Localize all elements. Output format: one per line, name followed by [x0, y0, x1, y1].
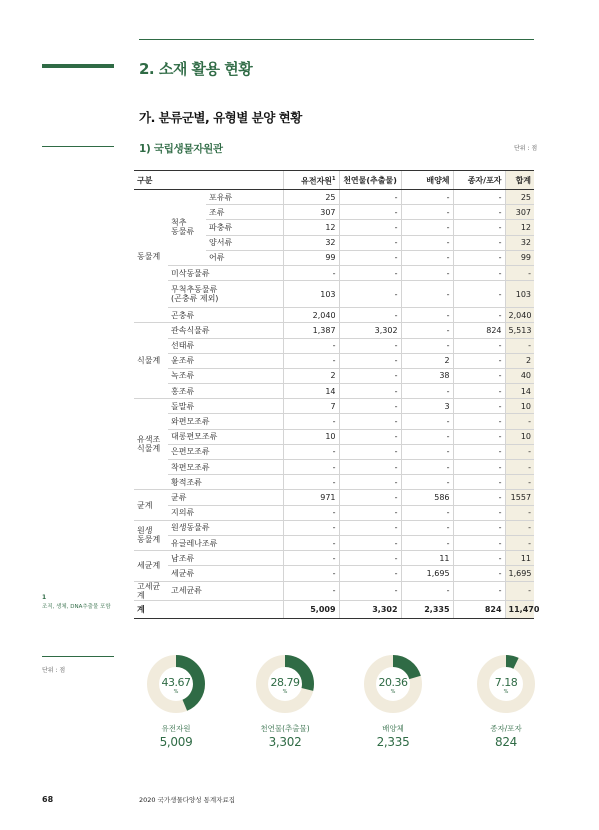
cell-genetic: 7: [283, 399, 339, 414]
cell-seed: -: [453, 235, 505, 250]
cell-total: 99: [505, 250, 534, 265]
cell-seed: 824: [453, 323, 505, 338]
cell-total: -: [505, 265, 534, 280]
cell-seed: -: [453, 566, 505, 581]
cell-seed: -: [453, 190, 505, 205]
cell-culture: -: [401, 581, 453, 600]
table-row: [134, 190, 534, 205]
cell-genetic: 103: [283, 281, 339, 308]
donut-percent-symbol: %: [173, 689, 179, 695]
table-row: [134, 353, 534, 368]
row-label: 고세균류: [168, 581, 283, 600]
subgroup-label-vertebrate: 척추 동물류: [168, 190, 206, 266]
cell-total: -: [505, 460, 534, 475]
row-label: 파충류: [206, 220, 283, 235]
donut-caption-value: 824: [494, 735, 517, 749]
donut-percent: 28.79: [270, 676, 300, 689]
donut-percent: 7.18: [494, 676, 518, 689]
header-genetic: 유전자원$^1$: [283, 171, 339, 190]
cell-seed: -: [453, 460, 505, 475]
table-row: [134, 490, 534, 505]
cell-genetic: 25: [283, 190, 339, 205]
cell-culture: -: [401, 520, 453, 535]
cell-culture: -: [401, 505, 453, 520]
cell-total: 5,513: [505, 323, 534, 338]
cell-seed: -: [453, 353, 505, 368]
table-row: [134, 505, 534, 520]
table-row: [134, 551, 534, 566]
row-label: 와편모조류: [168, 414, 283, 429]
table-row: [134, 520, 534, 535]
cell-total: -: [505, 475, 534, 490]
row-label: 돌말류: [168, 399, 283, 414]
group-label-chromista: 유색조 식물계: [134, 399, 168, 490]
cell-seed: -: [453, 520, 505, 535]
cell-natural: -: [339, 429, 401, 444]
cell-natural: -: [339, 281, 401, 308]
cell-seed: -: [453, 490, 505, 505]
cell-seed: -: [453, 475, 505, 490]
row-label: 황적조류: [168, 475, 283, 490]
cell-genetic: -: [283, 535, 339, 550]
row-label: 원생동물류: [168, 520, 283, 535]
cell-total: 25: [505, 190, 534, 205]
cell-total: -: [505, 505, 534, 520]
table-header-row: [134, 171, 534, 190]
cell-natural: -: [339, 235, 401, 250]
row-label: 관속식물류: [168, 323, 283, 338]
cell-total: 40: [505, 368, 534, 383]
cell-natural: -: [339, 368, 401, 383]
unit-label: 단위 : 점: [514, 145, 538, 152]
cell-culture: 586: [401, 490, 453, 505]
header-natural: 천연물(추출물): [339, 171, 401, 190]
cell-culture: -: [401, 414, 453, 429]
subsection-title: 가. 분류군별, 유형별 분양 현황: [139, 110, 302, 125]
table-row: [134, 460, 534, 475]
cell-seed: -: [453, 308, 505, 323]
row-label: 은편모조류: [168, 444, 283, 459]
row-label: 세균류: [168, 566, 283, 581]
donut-caption-value: 2,335: [376, 735, 410, 749]
row-label: 선태류: [168, 338, 283, 353]
row-label: 남조류: [168, 551, 283, 566]
cell-total: 307: [505, 205, 534, 220]
cell-culture: 11: [401, 551, 453, 566]
cell-seed: -: [453, 250, 505, 265]
row-label: 무척추동물류 (곤충류 제외): [168, 281, 283, 308]
cell-total: 12: [505, 220, 534, 235]
group-label-fungi: 균계: [134, 490, 168, 520]
table-row: [134, 475, 534, 490]
cell-total: 1,695: [505, 566, 534, 581]
row-label: 양서류: [206, 235, 283, 250]
cell-seed: -: [453, 505, 505, 520]
cell-culture: -: [401, 338, 453, 353]
cell-total: 10: [505, 399, 534, 414]
table-row: [134, 368, 534, 383]
cell-culture: -: [401, 535, 453, 550]
cell-seed: -: [453, 338, 505, 353]
donut-caption-label: 종자/포자: [490, 724, 522, 733]
cell-seed: -: [453, 205, 505, 220]
cell-genetic: 307: [283, 205, 339, 220]
table-total-row: [134, 600, 534, 618]
footnote-text: 조직, 생체, DNA추출물 포함: [42, 604, 111, 610]
page-number: 68: [42, 795, 54, 804]
cell-seed: -: [453, 414, 505, 429]
row-label: 녹조류: [168, 368, 283, 383]
donut-percent: 43.67: [161, 676, 191, 689]
cell-seed: -: [453, 581, 505, 600]
cell-culture: 2: [401, 353, 453, 368]
cell-genetic: -: [283, 338, 339, 353]
cell-natural: -: [339, 353, 401, 368]
cell-genetic: 14: [283, 384, 339, 399]
total-culture: 2,335: [401, 600, 453, 618]
total-label: 계: [134, 600, 283, 618]
row-label: 지의류: [168, 505, 283, 520]
cell-seed: -: [453, 220, 505, 235]
cell-natural: -: [339, 205, 401, 220]
cell-natural: -: [339, 250, 401, 265]
cell-genetic: 2,040: [283, 308, 339, 323]
cell-genetic: 2: [283, 368, 339, 383]
table-row: [134, 308, 534, 323]
table-row: [134, 444, 534, 459]
cell-genetic: -: [283, 444, 339, 459]
cell-culture: -: [401, 444, 453, 459]
cell-seed: -: [453, 444, 505, 459]
table-row: [134, 281, 534, 308]
cell-culture: -: [401, 235, 453, 250]
cell-total: -: [505, 581, 534, 600]
donut-caption-label: 유전자원: [161, 724, 191, 733]
cell-culture: -: [401, 220, 453, 235]
row-label: 대롱편모조류: [168, 429, 283, 444]
cell-genetic: 99: [283, 250, 339, 265]
cell-genetic: -: [283, 581, 339, 600]
cell-culture: -: [401, 475, 453, 490]
cell-total: -: [505, 520, 534, 535]
table-row: [134, 566, 534, 581]
table-row: [134, 414, 534, 429]
cell-natural: -: [339, 505, 401, 520]
cell-genetic: -: [283, 551, 339, 566]
cell-total: -: [505, 338, 534, 353]
donut-percent-symbol: %: [282, 689, 288, 695]
row-label: 곤충류: [168, 308, 283, 323]
cell-natural: -: [339, 460, 401, 475]
total-natural: 3,302: [339, 600, 401, 618]
section-title: 2. 소재 활용 현황: [139, 60, 253, 78]
cell-natural: -: [339, 490, 401, 505]
cell-total: 14: [505, 384, 534, 399]
cell-natural: -: [339, 399, 401, 414]
row-label: 윤조류: [168, 353, 283, 368]
header-category: 구분: [134, 171, 283, 190]
row-label: 유글레나조류: [168, 535, 283, 550]
donut-caption-value: 3,302: [268, 735, 302, 749]
cell-seed: -: [453, 281, 505, 308]
cell-seed: -: [453, 551, 505, 566]
cell-seed: -: [453, 384, 505, 399]
cell-total: 2: [505, 353, 534, 368]
cell-genetic: 971: [283, 490, 339, 505]
cell-culture: -: [401, 205, 453, 220]
row-label: 조류: [206, 205, 283, 220]
cell-total: 11: [505, 551, 534, 566]
cell-genetic: 10: [283, 429, 339, 444]
donut-caption-label: 배양체: [382, 724, 404, 733]
cell-genetic: -: [283, 265, 339, 280]
cell-genetic: -: [283, 520, 339, 535]
cell-natural: -: [339, 190, 401, 205]
cell-genetic: -: [283, 414, 339, 429]
cell-natural: -: [339, 414, 401, 429]
cell-total: -: [505, 414, 534, 429]
cell-natural: -: [339, 444, 401, 459]
cell-natural: -: [339, 566, 401, 581]
cell-genetic: -: [283, 353, 339, 368]
cell-culture: -: [401, 308, 453, 323]
table-title: 1) 국립생물자원관: [139, 143, 223, 155]
group-label-plant: 식물계: [134, 323, 168, 399]
row-label: 착편모조류: [168, 460, 283, 475]
donut-percent-symbol: %: [503, 689, 509, 695]
cell-natural: -: [339, 520, 401, 535]
donut-percent: 20.36: [378, 676, 408, 689]
group-label-bacteria: 세균계: [134, 551, 168, 581]
header-total: 합계: [505, 171, 534, 190]
table-row: [134, 323, 534, 338]
cell-genetic: 12: [283, 220, 339, 235]
cell-natural: 3,302: [339, 323, 401, 338]
cell-total: 32: [505, 235, 534, 250]
cell-culture: -: [401, 384, 453, 399]
row-label: 균류: [168, 490, 283, 505]
cell-culture: 1,695: [401, 566, 453, 581]
summary-accent-rule: [42, 656, 114, 657]
cell-natural: -: [339, 535, 401, 550]
group-label-protozoa: 원생 동물계: [134, 520, 168, 550]
header-seed: 종자/포자: [453, 171, 505, 190]
summary-unit-label: 단위 : 점: [42, 667, 66, 674]
group-label-animal: 동물계: [134, 190, 168, 323]
cell-genetic: 1,387: [283, 323, 339, 338]
cell-culture: -: [401, 265, 453, 280]
cell-total: 10: [505, 429, 534, 444]
row-label: 홍조류: [168, 384, 283, 399]
cell-total: 103: [505, 281, 534, 308]
total-seed: 824: [453, 600, 505, 618]
cell-culture: -: [401, 460, 453, 475]
cell-seed: -: [453, 399, 505, 414]
cell-genetic: -: [283, 475, 339, 490]
top-rule: [139, 39, 534, 40]
header-culture: 배양체: [401, 171, 453, 190]
row-label: 미삭동물류: [168, 265, 283, 280]
cell-genetic: -: [283, 505, 339, 520]
cell-seed: -: [453, 429, 505, 444]
cell-seed: -: [453, 265, 505, 280]
cell-culture: -: [401, 281, 453, 308]
cell-genetic: -: [283, 566, 339, 581]
donut-caption-value: 5,009: [159, 735, 193, 749]
total-genetic: 5,009: [283, 600, 339, 618]
cell-culture: -: [401, 250, 453, 265]
table-row: [134, 581, 534, 600]
cell-seed: -: [453, 535, 505, 550]
table-row: [134, 429, 534, 444]
cell-total: 2,040: [505, 308, 534, 323]
cell-natural: -: [339, 475, 401, 490]
cell-natural: -: [339, 551, 401, 566]
cell-genetic: -: [283, 460, 339, 475]
subsection-accent-rule: [42, 146, 114, 147]
table-row: [134, 384, 534, 399]
donut-percent-symbol: %: [390, 689, 396, 695]
cell-genetic: 32: [283, 235, 339, 250]
table-row: [134, 338, 534, 353]
cell-culture: -: [401, 190, 453, 205]
group-label-archaea: 고세균계: [134, 581, 168, 600]
cell-culture: 3: [401, 399, 453, 414]
cell-natural: -: [339, 581, 401, 600]
footnote-number: 1: [42, 594, 47, 601]
table-row: [134, 265, 534, 280]
cell-culture: 38: [401, 368, 453, 383]
cell-natural: -: [339, 265, 401, 280]
cell-total: -: [505, 535, 534, 550]
row-label: 어류: [206, 250, 283, 265]
cell-seed: -: [453, 368, 505, 383]
section-accent-bar: [42, 64, 114, 68]
cell-total: -: [505, 444, 534, 459]
cell-culture: -: [401, 323, 453, 338]
cell-natural: -: [339, 308, 401, 323]
publication-title: 2020 국가생물다양성 통계자료집: [139, 796, 236, 804]
table-row: [134, 399, 534, 414]
total-sum: 11,470: [505, 600, 534, 618]
table-row: [134, 535, 534, 550]
cell-culture: -: [401, 429, 453, 444]
row-label: 포유류: [206, 190, 283, 205]
distribution-table: [134, 170, 540, 619]
cell-natural: -: [339, 220, 401, 235]
cell-natural: -: [339, 384, 401, 399]
cell-total: 1557: [505, 490, 534, 505]
donut-caption-label: 천연물(추출물): [260, 724, 310, 733]
cell-natural: -: [339, 338, 401, 353]
